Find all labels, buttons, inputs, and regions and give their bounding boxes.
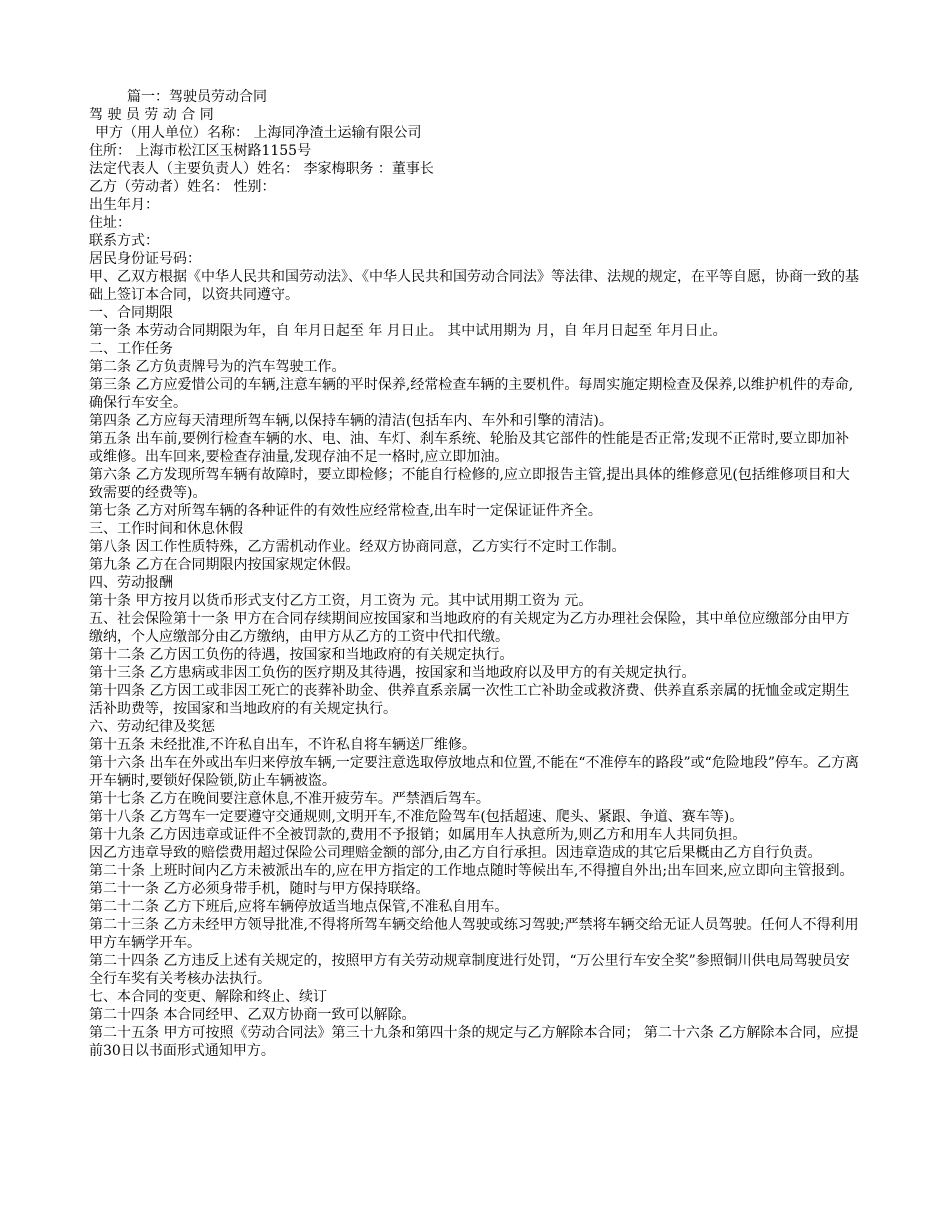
party-b-name: 乙方（劳动者）姓名： 性别： [89, 179, 276, 195]
article: 第四条 乙方应每天清理所驾车辆,以保持车辆的清洁(包括车内、车外和引擎的清洁)。 [89, 413, 613, 429]
article: 第十二条 乙方因工负伤的待遇，按国家和当地政府的有关规定执行。 [89, 647, 514, 663]
article: 第八条 因工作性质特殊，乙方需机动作业。经双方协商同意，乙方实行不定时工作制。 [89, 539, 626, 555]
article: 第十六条 出车在外或出车归来停放车辆,一定要注意选取停放地点和位置,不能在“不准停车的路段”或“危险地段”停车。乙方离开车辆时,要锁好保险锁,防止车辆被盗。 [89, 755, 859, 789]
article: 第二条 乙方负责牌号为的汽车驾驶工作。 [89, 359, 346, 375]
section-heading: 三、工作时间和休息休假 [89, 521, 243, 537]
contract-document [89, 88, 869, 1060]
article: 第十四条 乙方因工或非因工死亡的丧葬补助金、供养直系亲属一次性工亡补助金或救济费、供养直系亲属的抚恤金或定期生活补助费等，按国家和当地政府的有关规定执行。 [89, 683, 850, 717]
article: 第一条 本劳动合同期限为年，自 年月日起至 年 月日止。 其中试用期为 月，自 年月日起至 年月日止。 [89, 323, 727, 339]
article: 第二十四条 乙方违反上述有关规定的，按照甲方有关劳动规章制度进行处罚，“万公里行车安全奖”参照铜川供电局驾驶员安全行车奖有关考核办法执行。 [89, 953, 850, 987]
article: 第十三条 乙方患病或非因工负伤的医疗期及其待遇，按国家和当地政府以及甲方的有关规定执行。 [89, 665, 696, 681]
party-a-name: 甲方（用人单位）名称： 上海同净渣土运输有限公司 [95, 125, 422, 141]
article: 第二十三条 乙方未经甲方领导批准,不得将所驾车辆交给他人驾驶或练习驾驶;严禁将车辆交给无证人员驾驶。任何人不得利用甲方车辆学开车。 [89, 917, 859, 951]
article: 第二十条 上班时间内乙方未被派出车的,应在甲方指定的工作地点随时等候出车,不得擅自外出;出车回来,应立即向主管报到。 [89, 863, 854, 879]
residence-field: 住址： [89, 215, 131, 231]
section-heading: 二、工作任务 [89, 341, 173, 357]
article: 第二十四条 本合同经甲、乙双方协商一致可以解除。 [89, 1007, 416, 1023]
article: 第十条 甲方按月以货币形式支付乙方工资，月工资为 元。其中试用期工资为 元。 [89, 593, 593, 609]
article: 第七条 乙方对所驾车辆的各种证件的有效性应经常检查,出车时一定保证证件齐全。 [89, 503, 602, 519]
article: 第十九条 乙方因违章或证件不全被罚款的,费用不予报销；如属用车人执意所为,则乙方和用车人共同负担。 [89, 827, 747, 843]
article: 第十八条 乙方驾车一定要遵守交通规则,文明开车,不准危险驾车(包括超速、爬头、紧跟、争道、赛车等)。 [89, 809, 744, 825]
article: 第六条 乙方发现所驾车辆有故障时，要立即检修；不能自行检修的,应立即报告主管,提出具体的维修意见(包括维修项目和大致需要的经费等)。 [89, 467, 850, 501]
birth-field: 出生年月： [89, 197, 159, 213]
article: 第二十二条 乙方下班后,应将车辆停放适当地点保管,不准私自用车。 [89, 899, 509, 915]
contract-heading: 驾 驶 员 劳 动 合 同 [89, 107, 214, 123]
legal-representative: 法定代表人（主要负责人）姓名： 李家梅职务 ：董事长 [89, 161, 434, 177]
preamble: 甲、乙双方根据《中华人民共和国劳动法》、《中华人民共和国劳动合同法》等法律、法规的规定，在平等自愿，协商一致的基础上签订本合同，以资共同遵守。 [89, 269, 859, 303]
contact-field: 联系方式： [89, 233, 159, 249]
article: 五、社会保险第十一条 甲方在合同存续期间应按国家和当地政府的有关规定为乙方办理社会保险，其中单位应缴部分由甲方缴纳，个人应缴部分由乙方缴纳，由甲方从乙方的工资中代扣代缴。 [89, 611, 850, 645]
section-heading: 四、劳动报酬 [89, 575, 173, 591]
article: 第三条 乙方应爱惜公司的车辆,注意车辆的平时保养,经常检查车辆的主要机件。每周实施定期检查及保养,以维护机件的寿命,确保行车安全。 [89, 377, 854, 411]
article: 第九条 乙方在合同期限内按国家规定休假。 [89, 557, 360, 573]
document-title: 篇一：驾驶员劳动合同 [127, 89, 267, 105]
article: 因乙方违章导致的赔偿费用超过保险公司理赔金额的部分,由乙方自行承担。因违章造成的其它后果概由乙方自行负责。 [89, 845, 822, 861]
section-heading: 七、本合同的变更、解除和终止、续订 [89, 989, 327, 1005]
article: 第二十一条 乙方必须身带手机，随时与甲方保持联络。 [89, 881, 430, 897]
article: 第二十五条 甲方可按照《劳动合同法》第三十九条和第四十条的规定与乙方解除本合同； 第二十六条 乙方解除本合同，应提前30日以书面形式通知甲方。 [89, 1025, 859, 1059]
article: 第五条 出车前,要例行检查车辆的水、电、油、车灯、刹车系统、轮胎及其它部件的性能是否正常;发现不正常时,要立即加补或维修。出车回来,要检查存油量,发现存油不足一格时,应立即加油。 [89, 431, 850, 465]
section-heading: 一、合同期限 [89, 305, 173, 321]
id-number-field: 居民身份证号码： [89, 251, 201, 267]
article: 第十七条 乙方在晚间要注意休息,不准开疲劳车。严禁酒后驾车。 [89, 791, 490, 807]
party-a-address: 住所： 上海市松江区玉树路1155号 [89, 143, 312, 159]
article: 第十五条 未经批准,不许私自出车，不许私自将车辆送厂维修。 [89, 737, 476, 753]
section-heading: 六、劳动纪律及奖惩 [89, 719, 215, 735]
